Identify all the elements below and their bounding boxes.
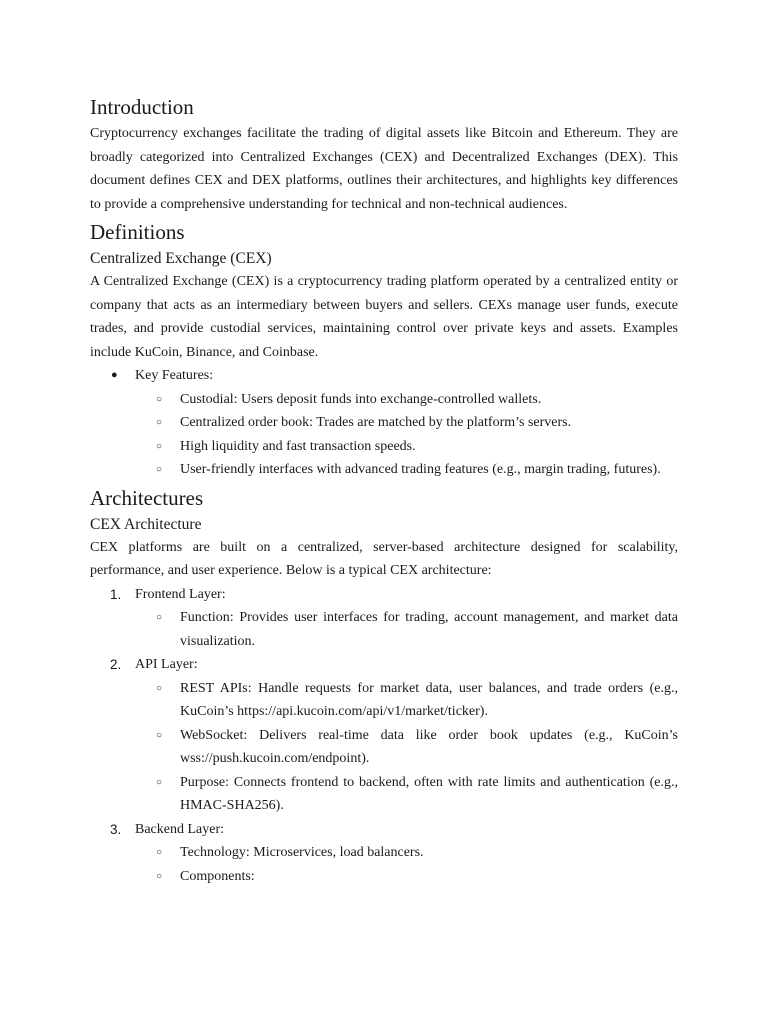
cex-architecture-paragraph: CEX platforms are built on a centralized, server-based architecture designed for scalability, performance, and user experience. Below is a typical CEX architecture: <box>90 539 678 578</box>
list-item: ○ Technology: Microservices, load balancers. <box>135 841 678 865</box>
list-item: 2. API Layer: ○ REST APIs: Handle requests for market data, user balances, and trade orders (e.g., KuCoin’s https://api.kucoin.com/api/v1/market/ticker). ○ WebSocket: Delivers real-time data like order book updates (e.g., KuCoin’s wss://push.kucoin.com/endpoint). ○ Purpose: Connects frontend to backend, often with rate limits and authentication (e.g., HMAC-SHA256). <box>90 653 678 818</box>
cex-architecture-subheading: CEX Architecture <box>90 515 202 533</box>
circle-bullet-icon: ○ <box>156 847 163 858</box>
list-item: ○ User-friendly interfaces with advanced trading features (e.g., margin trading, futures). <box>135 458 678 482</box>
api-layer-sublist <box>135 677 678 818</box>
list-item: ○ High liquidity and fast transaction speeds. <box>135 435 678 459</box>
circle-bullet-icon: ○ <box>156 729 163 741</box>
cex-definition-subheading: Centralized Exchange (CEX) <box>90 250 272 267</box>
circle-bullet-icon: ○ <box>156 393 163 405</box>
introduction-paragraph: Cryptocurrency exchanges facilitate the trading of digital assets like Bitcoin and Ethereum. They are broadly categorized into Centralized Exchanges (CEX) and Decentralized Exchanges (DEX). This document defines CEX and DEX platforms, outlines their architectures, and highlights key differences to provide a comprehensive understanding for technical and non-technical audiences. <box>90 126 678 212</box>
bullet-icon: ● <box>111 369 118 381</box>
circle-bullet-icon: ○ <box>156 417 163 428</box>
circle-bullet-icon: ○ <box>156 440 163 452</box>
list-item <box>90 364 678 482</box>
architectures-heading: Architectures <box>90 485 204 510</box>
key-features-label: Key Features: <box>135 368 214 383</box>
list-item: ○ Custodial: Users deposit funds into exchange-controlled wallets. <box>135 388 678 412</box>
circle-bullet-icon: ○ <box>156 682 163 694</box>
backend-layer-label: Backend Layer: <box>135 821 225 837</box>
frontend-layer-label: Frontend Layer: <box>135 586 226 602</box>
cex-definition-paragraph: A Centralized Exchange (CEX) is a cryptocurrency trading platform operated by a centralized entity or company that acts as an intermediary between buyers and sellers. CEXs manage user funds, execute trades, and provide custodial services, maintaining control over private keys and assets. Examples include KuCoin, Binance, and Coinbase. <box>90 274 678 360</box>
circle-bullet-icon: ○ <box>156 776 163 788</box>
api-layer-label: API Layer: <box>135 657 198 672</box>
introduction-heading: Introduction <box>90 95 194 119</box>
circle-bullet-icon: ○ <box>156 612 163 623</box>
circle-bullet-icon: ○ <box>156 464 163 475</box>
list-item: ○ Purpose: Connects frontend to backend, often with rate limits and authentication (e.g., HMAC-SHA256). <box>135 771 678 818</box>
list-item: ○ REST APIs: Handle requests for market data, user balances, and trade orders (e.g., KuCoin’s https://api.kucoin.com/api/v1/market/ticker). <box>135 677 678 724</box>
list-item: ○ Centralized order book: Trades are matched by the platform’s servers. <box>135 411 678 435</box>
list-item: 1. Frontend Layer: ○ Function: Provides user interfaces for trading, account management, and market data visualization. <box>90 583 678 654</box>
definitions-heading: Definitions <box>90 220 185 244</box>
frontend-layer-sublist <box>135 606 678 653</box>
features-sublist <box>135 388 678 482</box>
key-features-list <box>90 364 678 482</box>
list-item: ○ Function: Provides user interfaces for trading, account management, and market data visualization. <box>135 606 678 653</box>
backend-layer-sublist <box>135 841 678 888</box>
list-item: ○ WebSocket: Delivers real-time data like order book updates (e.g., KuCoin’s wss://push.kucoin.com/endpoint). <box>135 724 678 771</box>
list-item: ○ Components: <box>135 865 678 889</box>
architecture-layers-list <box>90 583 678 889</box>
circle-bullet-icon: ○ <box>156 870 163 882</box>
list-item: 3. Backend Layer: ○ Technology: Microservices, load balancers. ○ Components: <box>90 818 678 889</box>
document-page <box>90 93 678 888</box>
